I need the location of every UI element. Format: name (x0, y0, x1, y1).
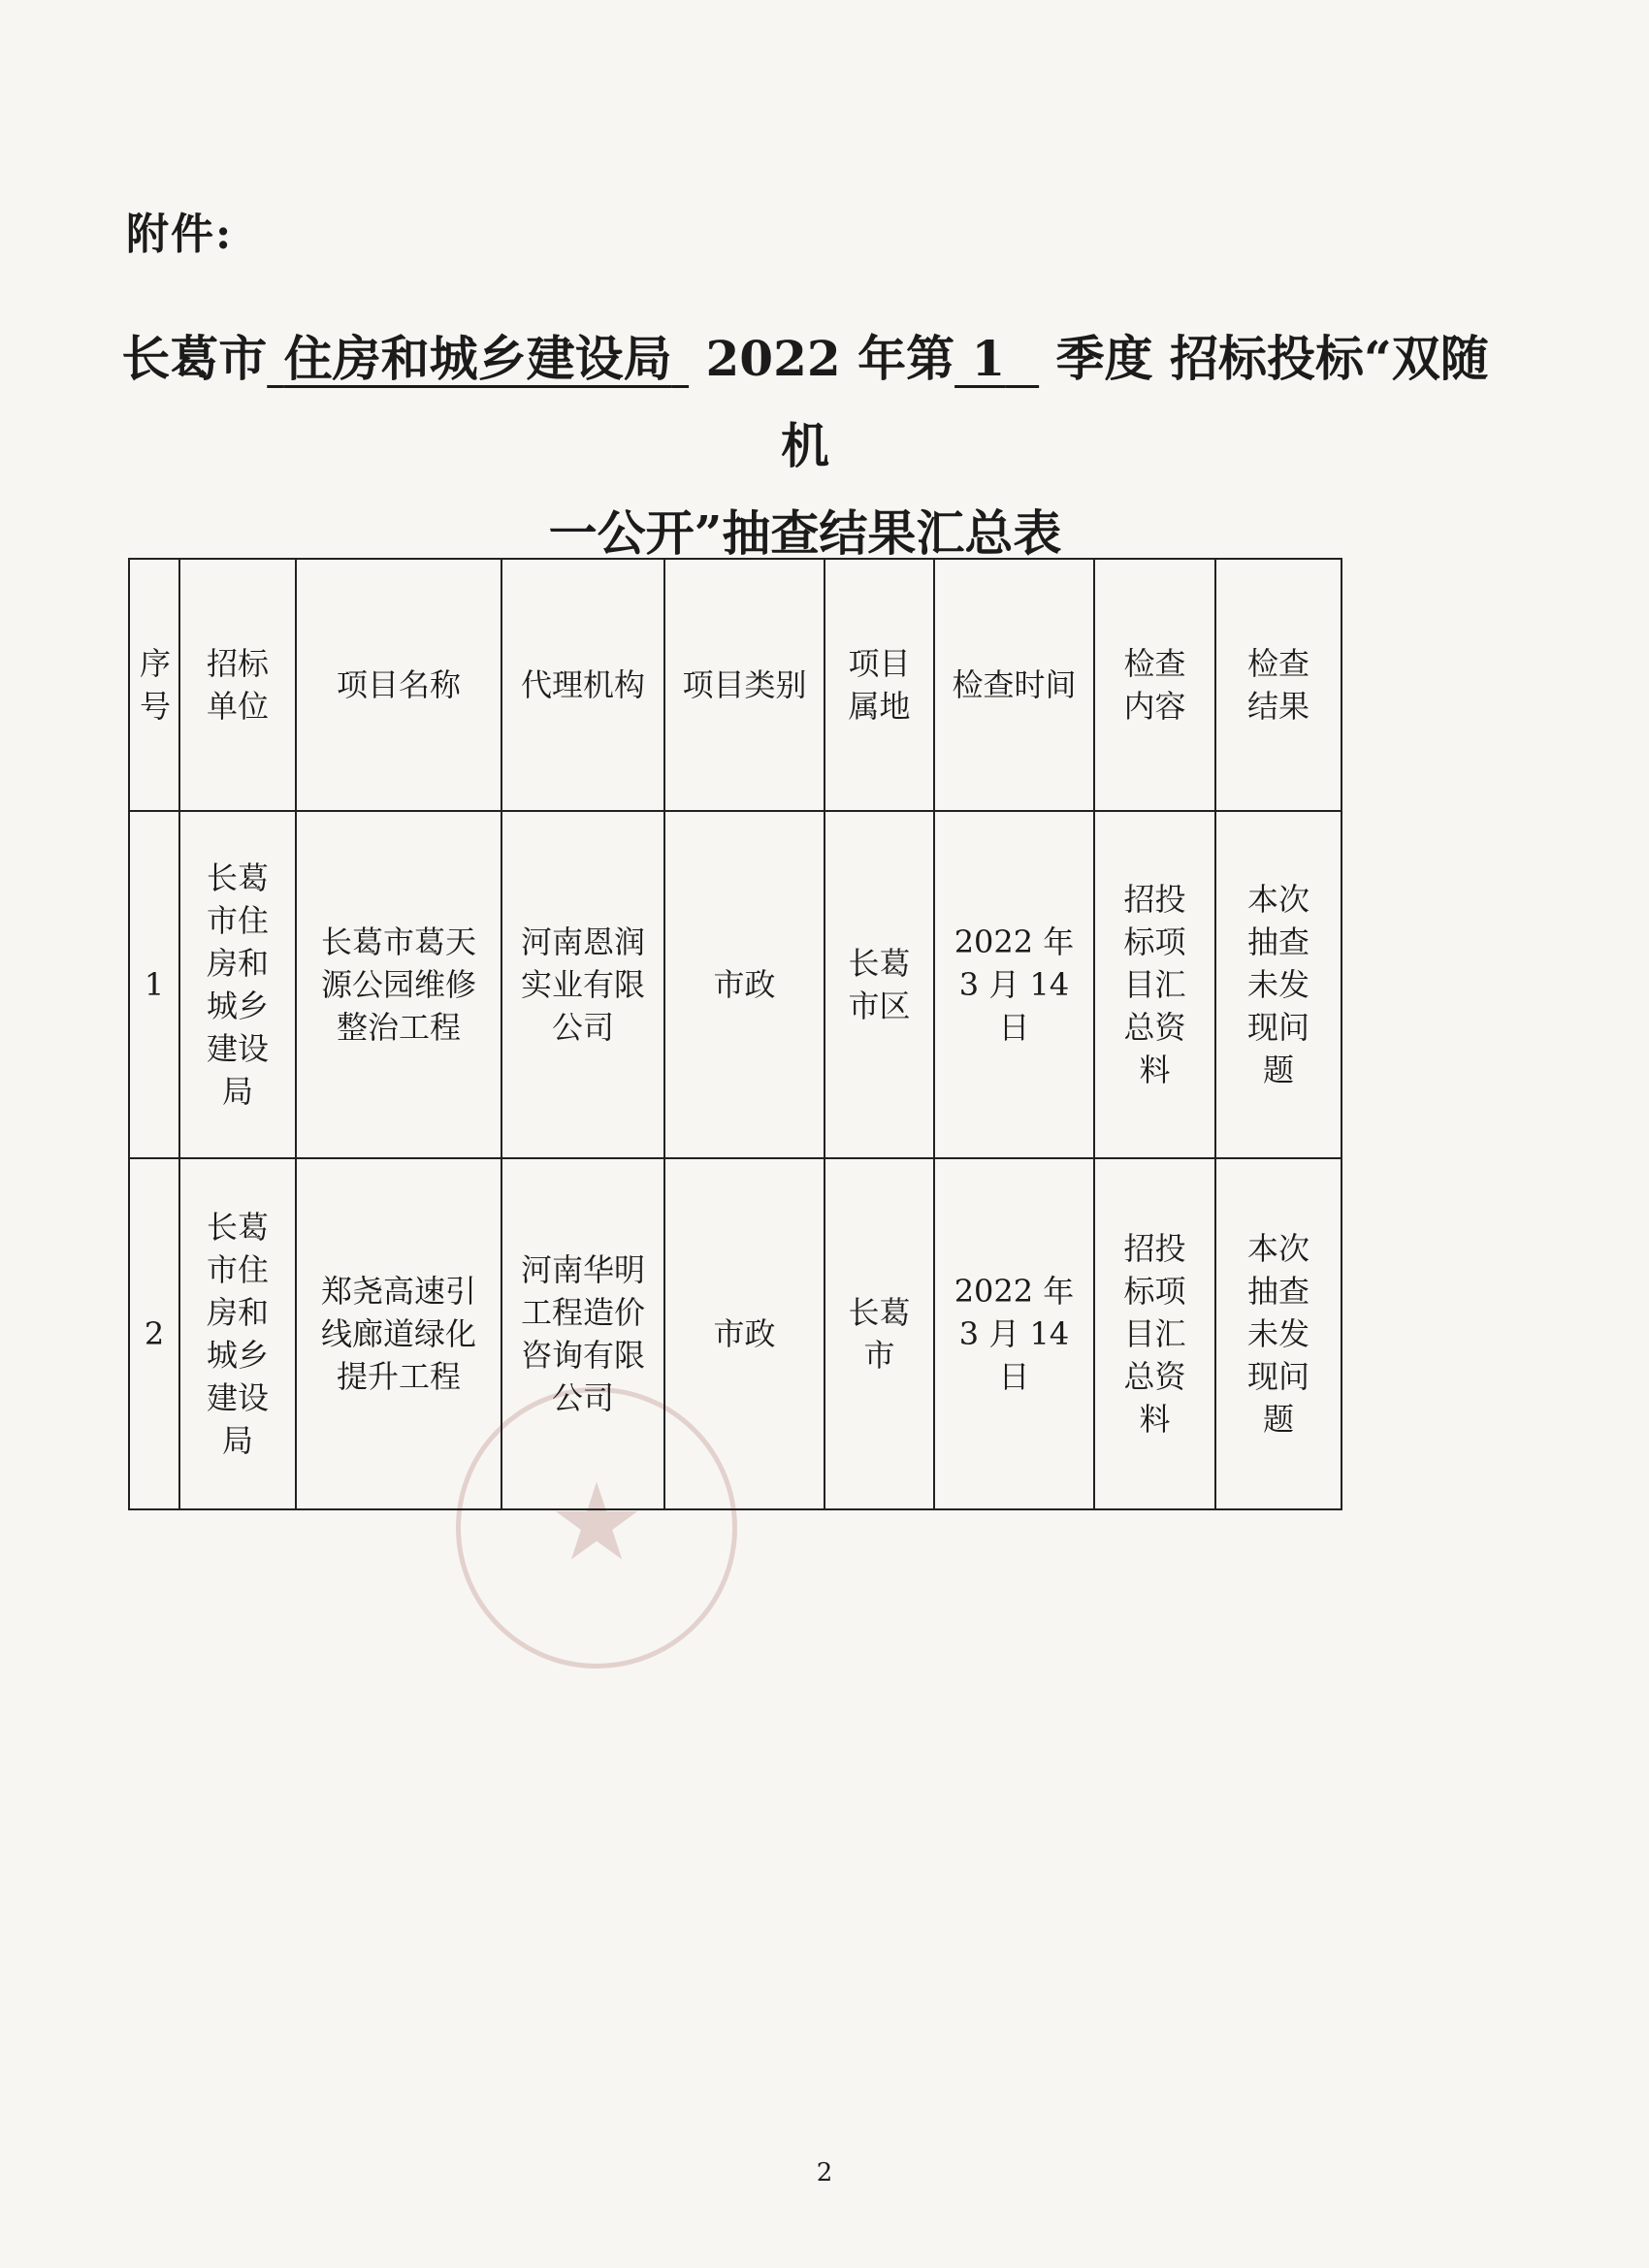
cell-unit: 长葛市住房和城乡建设局 (179, 1158, 296, 1509)
table-header-row (129, 559, 1342, 811)
title-quarter: 1 (971, 330, 1006, 387)
header-index: 序号 (129, 559, 179, 811)
header-content: 检查内容 (1094, 559, 1215, 811)
cell-agency: 河南华明工程造价咨询有限公司 (501, 1158, 664, 1509)
document-title (116, 315, 1494, 577)
cell-content: 招投标项目汇总资料 (1094, 1158, 1215, 1509)
cell-agency: 河南恩润实业有限公司 (501, 811, 664, 1158)
cell-location: 长葛市区 (824, 811, 934, 1158)
title-line-2: 一公开”抽查结果汇总表 (548, 504, 1062, 562)
cell-index: 1 (129, 811, 179, 1158)
header-agency: 代理机构 (501, 559, 664, 811)
title-line1-rest: 招标投标“双随机 (781, 330, 1489, 474)
cell-project: 郑尧高速引线廊道绿化提升工程 (296, 1158, 501, 1509)
header-project: 项目名称 (296, 559, 501, 811)
title-year: 2022 年第 (705, 330, 955, 387)
cell-content: 招投标项目汇总资料 (1094, 811, 1215, 1158)
page-number: 2 (816, 2158, 833, 2187)
table-row (129, 811, 1342, 1158)
cell-project: 长葛市葛天源公园维修整治工程 (296, 811, 501, 1158)
cell-index: 2 (129, 1158, 179, 1509)
summary-table (128, 558, 1342, 1510)
cell-category: 市政 (664, 1158, 824, 1509)
header-result: 检查结果 (1215, 559, 1342, 811)
cell-unit: 长葛市住房和城乡建设局 (179, 811, 296, 1158)
cell-result: 本次抽查未发现问题 (1215, 1158, 1342, 1509)
header-date: 检查时间 (934, 559, 1094, 811)
table-row (129, 1158, 1342, 1509)
cell-result: 本次抽查未发现问题 (1215, 811, 1342, 1158)
header-category: 项目类别 (664, 559, 824, 811)
title-prefix: 长葛市 (121, 330, 268, 387)
header-location: 项目属地 (824, 559, 934, 811)
title-line-1 (116, 315, 1494, 490)
title-agency: 住房和城乡建设局 (283, 330, 672, 387)
cell-date: 2022 年 3 月 14 日 (934, 1158, 1094, 1509)
title-quarter-suffix: 季度 (1055, 330, 1153, 387)
cell-date: 2022 年 3 月 14 日 (934, 811, 1094, 1158)
seal-star-icon: ★ (548, 1460, 645, 1584)
header-unit: 招标单位 (179, 559, 296, 811)
attachment-label: 附件: (126, 210, 234, 259)
cell-category: 市政 (664, 811, 824, 1158)
cell-location: 长葛市 (824, 1158, 934, 1509)
